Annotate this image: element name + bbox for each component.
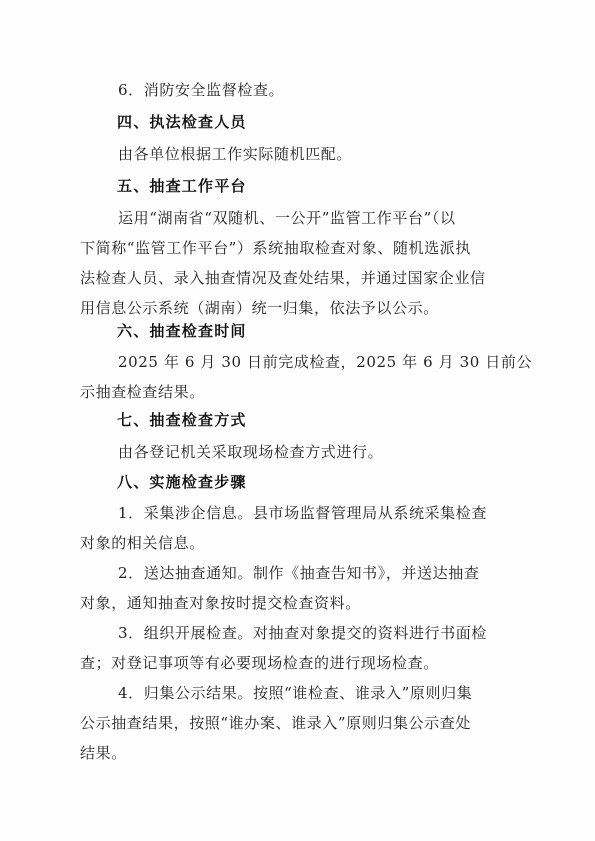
section-5-line-4: 用信息公示系统（湖南）统一归集，依法予以公示。 bbox=[80, 299, 439, 317]
step-3-line-2: 查；对登记事项等有必要现场检查的进行现场检查。 bbox=[80, 654, 439, 672]
section-6-heading: 六、抽查检查时间 bbox=[117, 322, 247, 340]
step-2-line-1: 2．送达抽查通知。制作《抽查告知书》，并送达抽查 bbox=[118, 564, 480, 582]
section-5-line-3: 法检查人员、录入抽查情况及查处结果，并通过国家企业信 bbox=[80, 269, 486, 287]
item-6-text: 6．消防安全监督检查。 bbox=[118, 81, 285, 99]
step-1-line-1: 1．采集涉企信息。县市场监督管理局从系统采集检查 bbox=[118, 504, 487, 522]
section-5-heading: 五、抽查工作平台 bbox=[117, 177, 247, 195]
section-4-body: 由各单位根据工作实际随机匹配。 bbox=[118, 145, 353, 163]
section-5-line-1: 运用“湖南省“双随机、一公开”监管工作平台”（以 bbox=[118, 209, 456, 227]
step-4-line-3: 结果。 bbox=[80, 744, 127, 762]
step-4-line-2: 公示抽查结果，按照“谁办案、谁录入”原则归集公示查处 bbox=[80, 714, 471, 732]
section-6-line-1: 2025 年 6 月 30 日前完成检查，2025 年 6 月 30 日前公 bbox=[118, 353, 533, 371]
step-1-line-2: 对象的相关信息。 bbox=[80, 534, 205, 552]
step-3-line-1: 3．组织开展检查。对抽查对象提交的资料进行书面检 bbox=[118, 624, 487, 642]
step-4-line-1: 4．归集公示结果。按照“谁检查、谁录入”原则归集 bbox=[118, 684, 473, 702]
section-8-heading: 八、实施检查步骤 bbox=[117, 473, 247, 491]
section-6-line-2: 示抽查检查结果。 bbox=[80, 383, 205, 401]
section-7-heading: 七、抽查检查方式 bbox=[117, 411, 247, 429]
section-7-body: 由各登记机关采取现场检查方式进行。 bbox=[118, 443, 384, 461]
step-2-line-2: 对象，通知抽查对象按时提交检查资料。 bbox=[80, 594, 361, 612]
section-4-heading: 四、执法检查人员 bbox=[117, 113, 247, 131]
section-5-line-2: 下简称“监管工作平台”）系统抽取检查对象、随机选派执 bbox=[80, 239, 471, 257]
